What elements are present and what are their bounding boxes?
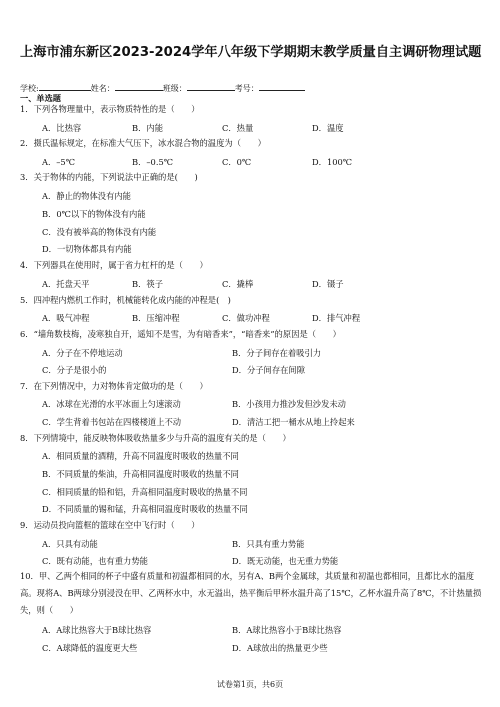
question-stem: 9．运动员投向篮框的篮球在空中飞行时（ ） xyxy=(20,520,200,530)
exam-number-blank xyxy=(259,81,305,91)
option: B．压缩冲程 xyxy=(132,313,180,323)
option: B．只具有重力势能 xyxy=(232,539,305,549)
option: D．镊子 xyxy=(312,279,344,289)
option: D．既无动能，也无重力势能 xyxy=(232,556,339,566)
exam-number-label: 考号： xyxy=(234,84,259,93)
option: A．只具有动能 xyxy=(42,539,98,549)
question-stem: 4．下列器具在使用时，属于省力杠杆的是（ ） xyxy=(20,260,208,270)
option: B．0℃以下的物体没有内能 xyxy=(42,209,146,219)
question-stem: 5．四冲程内燃机工作时，机械能转化成内能的冲程是( ) xyxy=(20,295,231,305)
page-title: 上海市浦东新区2023-2024学年八年级下学期期末教学质量自主调研物理试题 xyxy=(20,45,482,60)
option: A．静止的物体没有内能 xyxy=(42,191,131,201)
option: D．100℃ xyxy=(312,157,353,167)
option: A．冰球在光滑的水平冰面上匀速滚动 xyxy=(42,399,181,409)
option: D．分子间存在间隙 xyxy=(232,365,306,375)
option: A．分子在不停地运动 xyxy=(42,348,123,358)
school-label: 学校: xyxy=(20,84,39,93)
option: A．A球比热容大于B球比热容 xyxy=(42,625,152,635)
option: B．–0.5℃ xyxy=(132,157,174,167)
option: D．排气冲程 xyxy=(312,313,361,323)
option: A．相同质量的酒精，升高不同温度时吸收的热量不同 xyxy=(42,451,239,461)
question-stem: 1．下列各物理量中，表示物质特性的是（ ） xyxy=(20,104,200,114)
class-blank xyxy=(187,81,235,91)
option: C．撬棒 xyxy=(222,279,254,289)
question-stem: 7．在下列情况中，力对物体肯定做功的是（ ） xyxy=(20,381,208,391)
option: D．温度 xyxy=(312,123,344,133)
name-label: 姓名： xyxy=(90,84,115,93)
option: B．小孩用力推沙发但沙发未动 xyxy=(232,399,346,409)
option: C．0℃ xyxy=(222,157,252,167)
option: C．A球降低的温度更大些 xyxy=(42,643,138,653)
option: C．热量 xyxy=(222,123,254,133)
option: A．–5℃ xyxy=(42,157,75,167)
option: B．分子间存在着吸引力 xyxy=(232,348,322,358)
question-stem: 6．“墙角数枝梅，凌寒独自开，遥知不是雪，为有暗香来”，“暗香来”的原因是（ ） xyxy=(20,329,341,339)
option: A．托盘天平 xyxy=(42,279,90,289)
question-stem: 10．甲、乙两个相同的杯子中盛有质量和初温都相同的水，另有A、B两个金属球，其质量和初温也都相同，且都比水的温度高。现将A、B两球分别浸没在甲、乙两杯水中，水无溢出，热平衡后甲杯水温升高了15℃，乙杯水温升高了8℃，不计热量损失，则（ ） xyxy=(20,571,482,615)
option: D．不同质量的锡和锰，升高相同温度时吸收的热量不同 xyxy=(42,504,248,514)
option: B．筷子 xyxy=(132,279,163,289)
student-info-line xyxy=(20,81,305,94)
school-blank xyxy=(39,81,91,91)
question-stem: 3．关于物体的内能，下列说法中正确的是( ) xyxy=(20,172,198,182)
name-blank xyxy=(115,81,163,91)
option: D．清洁工把一桶水从地上拎起来 xyxy=(232,417,355,427)
question-stem: 8．下列情境中，能反映物体吸收热量多少与升高的温度有关的是（ ） xyxy=(20,433,291,443)
option: B．不同质量的柴油，升高相同温度时吸收的热量不同 xyxy=(42,469,239,479)
option: B．内能 xyxy=(132,123,163,133)
question-stem: 2．摄氏温标规定，在标准大气压下，冰水混合物的温度为（ ） xyxy=(20,138,266,148)
option: D．一切物体都具有内能 xyxy=(42,244,132,254)
option: C．分子是很小的 xyxy=(42,365,107,375)
page-footer: 试卷第1页，共6页 xyxy=(216,680,284,689)
option: A．比热容 xyxy=(42,123,82,133)
option: C．相同质量的铅和铝，升高相同温度时吸收的热量不同 xyxy=(42,487,248,497)
option: D．A球放出的热量更少些 xyxy=(232,643,328,653)
option: A．吸气冲程 xyxy=(42,313,90,323)
option: C．没有被举高的物体没有内能 xyxy=(42,227,157,237)
option: B．A球比热容小于B球比热容 xyxy=(232,625,342,635)
class-label: 班级： xyxy=(162,84,187,93)
section-heading: 一、单选题 xyxy=(20,93,61,103)
option: C．既有动能，也有重力势能 xyxy=(42,556,148,566)
option: C．做功冲程 xyxy=(222,313,270,323)
option: C．学生背着书包站在四楼楼道上不动 xyxy=(42,417,182,427)
